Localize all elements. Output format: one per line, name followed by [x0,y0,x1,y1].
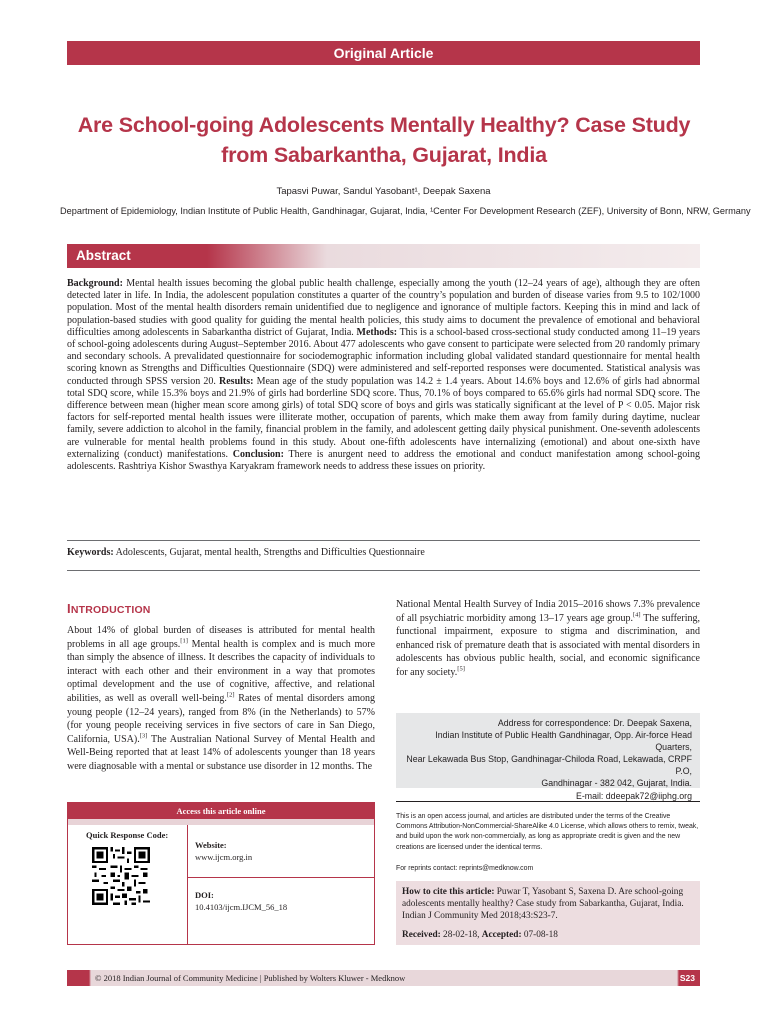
intro-text-3: Rates of mental disorders among young people (12–24 years), ranged from 8% (in the Netherlands) to 57% (for young people receiving services in five sectors of care in San Diego, California, USA). [67,692,375,745]
keywords-top-rule [67,540,700,541]
keywords-label: Keywords: [67,547,114,558]
open-access-notice [396,801,700,874]
methods-label: Methods: [356,326,398,338]
intro-heading-rest: NTRODUCTION [70,604,151,616]
abstract-heading-label: Abstract [76,248,131,263]
accepted-label: Accepted: [481,929,522,940]
article-title [60,110,708,170]
received-label: Received: [402,929,441,940]
correspondence-line: Gandhinagar - 382 042, Gujarat, India. [541,778,692,789]
keywords-bottom-rule [67,570,700,571]
intro-left-column [67,624,375,774]
results-label: Results: [219,375,254,387]
correspondence-email[interactable]: E-mail: ddeepak72@iiphg.org [575,790,692,801]
results-text: Mean age of the study population was 14.2 ± 1.4 years. About 14.6% boys and 12.6% of girls had abnormal total SDQ score, while 15.3% boys and 21.9% of girls had borderline SDQ score. Thus, 70.1% of boys compared to 65.6% girls had normal SDQ score. The difference between mean (higher mean score among girls) of total SDQ score of boys and girls was statically significant at the level of P < 0.05. Major risk factors for self-reported mental health issues were illiterate mother, occupation of parents, which make them away from family during daytime, nuclear family, severe addiction to alcohol in the family, financial problem in the family, and adolescent getting daily physical punishment. One-seventh adolescents are vulnerable for mental health problems found in this study. About one-fifth adolescents have internalizing (emotional) and about one-sixth have externalizing (conduct) manifestations. [67,375,700,460]
footer-copyright: © 2018 Indian Journal of Community Medicine | Published by Wolters Kluwer - Medknow [95,973,406,983]
correspondence-line: Address for correspondence: Dr. Deepak Saxena, [497,718,692,728]
cite-label: How to cite this article: [402,887,495,897]
intro-text-4: The Australian National Survey of Mental Health and Well-Being reported that at least 14% of adolescents younger than 18 years were diagnosable with a mental or substance use disorder in 12 months. The [67,733,375,772]
citation-ref-3[interactable]: [3] [139,732,148,740]
doi-link[interactable]: 10.4103/ijcm.IJCM_56_18 [195,902,288,912]
citation-box [396,881,700,945]
intro-text-1: About 14% of global burden of diseases is attributed for mental health problems in all age groups. [67,625,375,650]
access-article-box [67,802,375,945]
abstract-heading [67,244,700,268]
qr-label: Quick Response Code: [86,830,169,840]
accepted-date: 07-08-18 [521,929,558,940]
website-label: Website: [195,840,227,850]
reprints-contact: For reprints contact: reprints@medknow.com [396,864,534,872]
access-box-subband [68,819,374,825]
methods-text: This is a school-based cross-sectional study conducted among 11–19 years of school-going adolescents during August–September 2016. About 477 adolescents who gave consent to participate were selected from 20 randomly primary and secondary schools. A prevalidated questionnaire for sociodemographic information including global validated standard questionnaire for mental health scoring known as Strengths and Difficulties Questionnaire (SDQ) were administered and self-reported responses were documented. Statistical analysis was conducted through SPSS version 20. [67,326,700,387]
access-box-divider [187,825,188,945]
section-banner [67,41,700,65]
intro-text-2: Mental health is complex and is much more than simply the absence of illness. It describes the capacity of individuals to interact with each other and their environment in a way that promotes optimal development and the use of cognitive, affective, and relational abilities, as well as overall well-being. [67,638,376,704]
citation-ref-5[interactable]: [5] [457,665,465,673]
correspondence-line: Indian Institute of Public Health Gandhinagar, Opp. Air-force Head Quarters, [435,730,692,753]
conclusion-label: Conclusion: [232,448,284,460]
intro-text-5: National Mental Health Survey of India 2015–2016 shows 7.3% prevalence of all psychiatric morbidity among 13–17 years age group. [396,599,700,624]
background-text: Mental health issues becoming the global public health challenge, especially among the youth (12–24 years of age), although they are often detected later in life. In India, the adolescent population constitutes a quarter of the country’s population and burden of disease varies from 9.5 to 102/1000 population. Most of the mental health disorders remain unidentified due to negligence and ignorance of multiple factors. Keeping this in mind and lack of population-based studies with good quality for guiding the mental health policies, this study aims to document the prevalence of emotional and behavioral difficulties among adolescents in Sabarkantha district of Gujarat, India. [67,278,700,338]
introduction-heading [67,601,151,616]
dates-line [402,929,692,941]
section-label: Original Article [333,45,434,61]
doi-label: DOI: [195,890,214,900]
citation-ref-4[interactable]: [4] [633,611,641,619]
keywords [67,547,700,559]
intro-text-6: The suffering, functional impairment, exposure to stigma and discrimination, and enhanced risk of premature death that is associated with mental disorders in adolescents has obvious public health, social, and economic significance for any society. [396,612,700,678]
license-text: This is an open access journal, and articles are distributed under the terms of the Creative Commons Attribution-NonCommercial-ShareAlike 4.0 License, which allows others to remix, tweak, and build upon the work non-commercially, as long as appropriate credit is given and the new creations are licensed under the identical terms. [396,813,699,851]
keywords-text: Adolescents, Gujarat, mental health, Strengths and Difficulties Questionnaire [113,547,425,558]
author-list: Tapasvi Puwar, Sandul Yasobant¹, Deepak Saxena [276,186,491,197]
website-link[interactable]: www.ijcm.org.in [195,852,253,862]
citation-text [402,886,692,923]
access-box-hdivider [188,877,375,878]
background-label: Background: [67,278,123,289]
access-box-heading: Access this article online [68,803,374,819]
citation-ref-1[interactable]: [1] [180,637,188,645]
citation-ref-2[interactable]: [2] [226,691,235,699]
page-footer [67,970,700,986]
received-date: 28-02-18, [440,929,482,940]
correspondence-line: Near Lekawada Bus Stop, Gandhinagar-Chiloda Road, Lekawada, CRPF P.O, [406,754,692,777]
correspondence-box [396,713,700,801]
affiliations: Department of Epidemiology, Indian Institute of Public Health, Gandhinagar, Gujarat, India, ¹Center For Development Research (ZEF), University of Bonn, NRW, Germany [60,206,751,216]
intro-heading-initial: I [67,601,71,616]
conclusion-text: There is anurgent need to address the emotional and conduct manifestation among school-going adolescents. Rashtriya Kishor Swasthya Karyakram framework needs to address these issues on priority. [67,448,700,473]
abstract-body [67,278,700,473]
cite-text: Puwar T, Yasobant S, Saxena D. Are school-going adolescents mentally healthy? Case study from Sabarkantha, Gujarat, India. Indian J Community Med 2018;43:S23-7. [402,887,684,922]
intro-right-column [396,598,700,680]
title-line-2: from Sabarkantha, Gujarat, India [221,143,547,167]
page-number: S23 [679,973,695,983]
qr-code-icon[interactable] [92,847,150,905]
title-line-1: Are School-going Adolescents Mentally Healthy? Case Study [77,113,691,137]
